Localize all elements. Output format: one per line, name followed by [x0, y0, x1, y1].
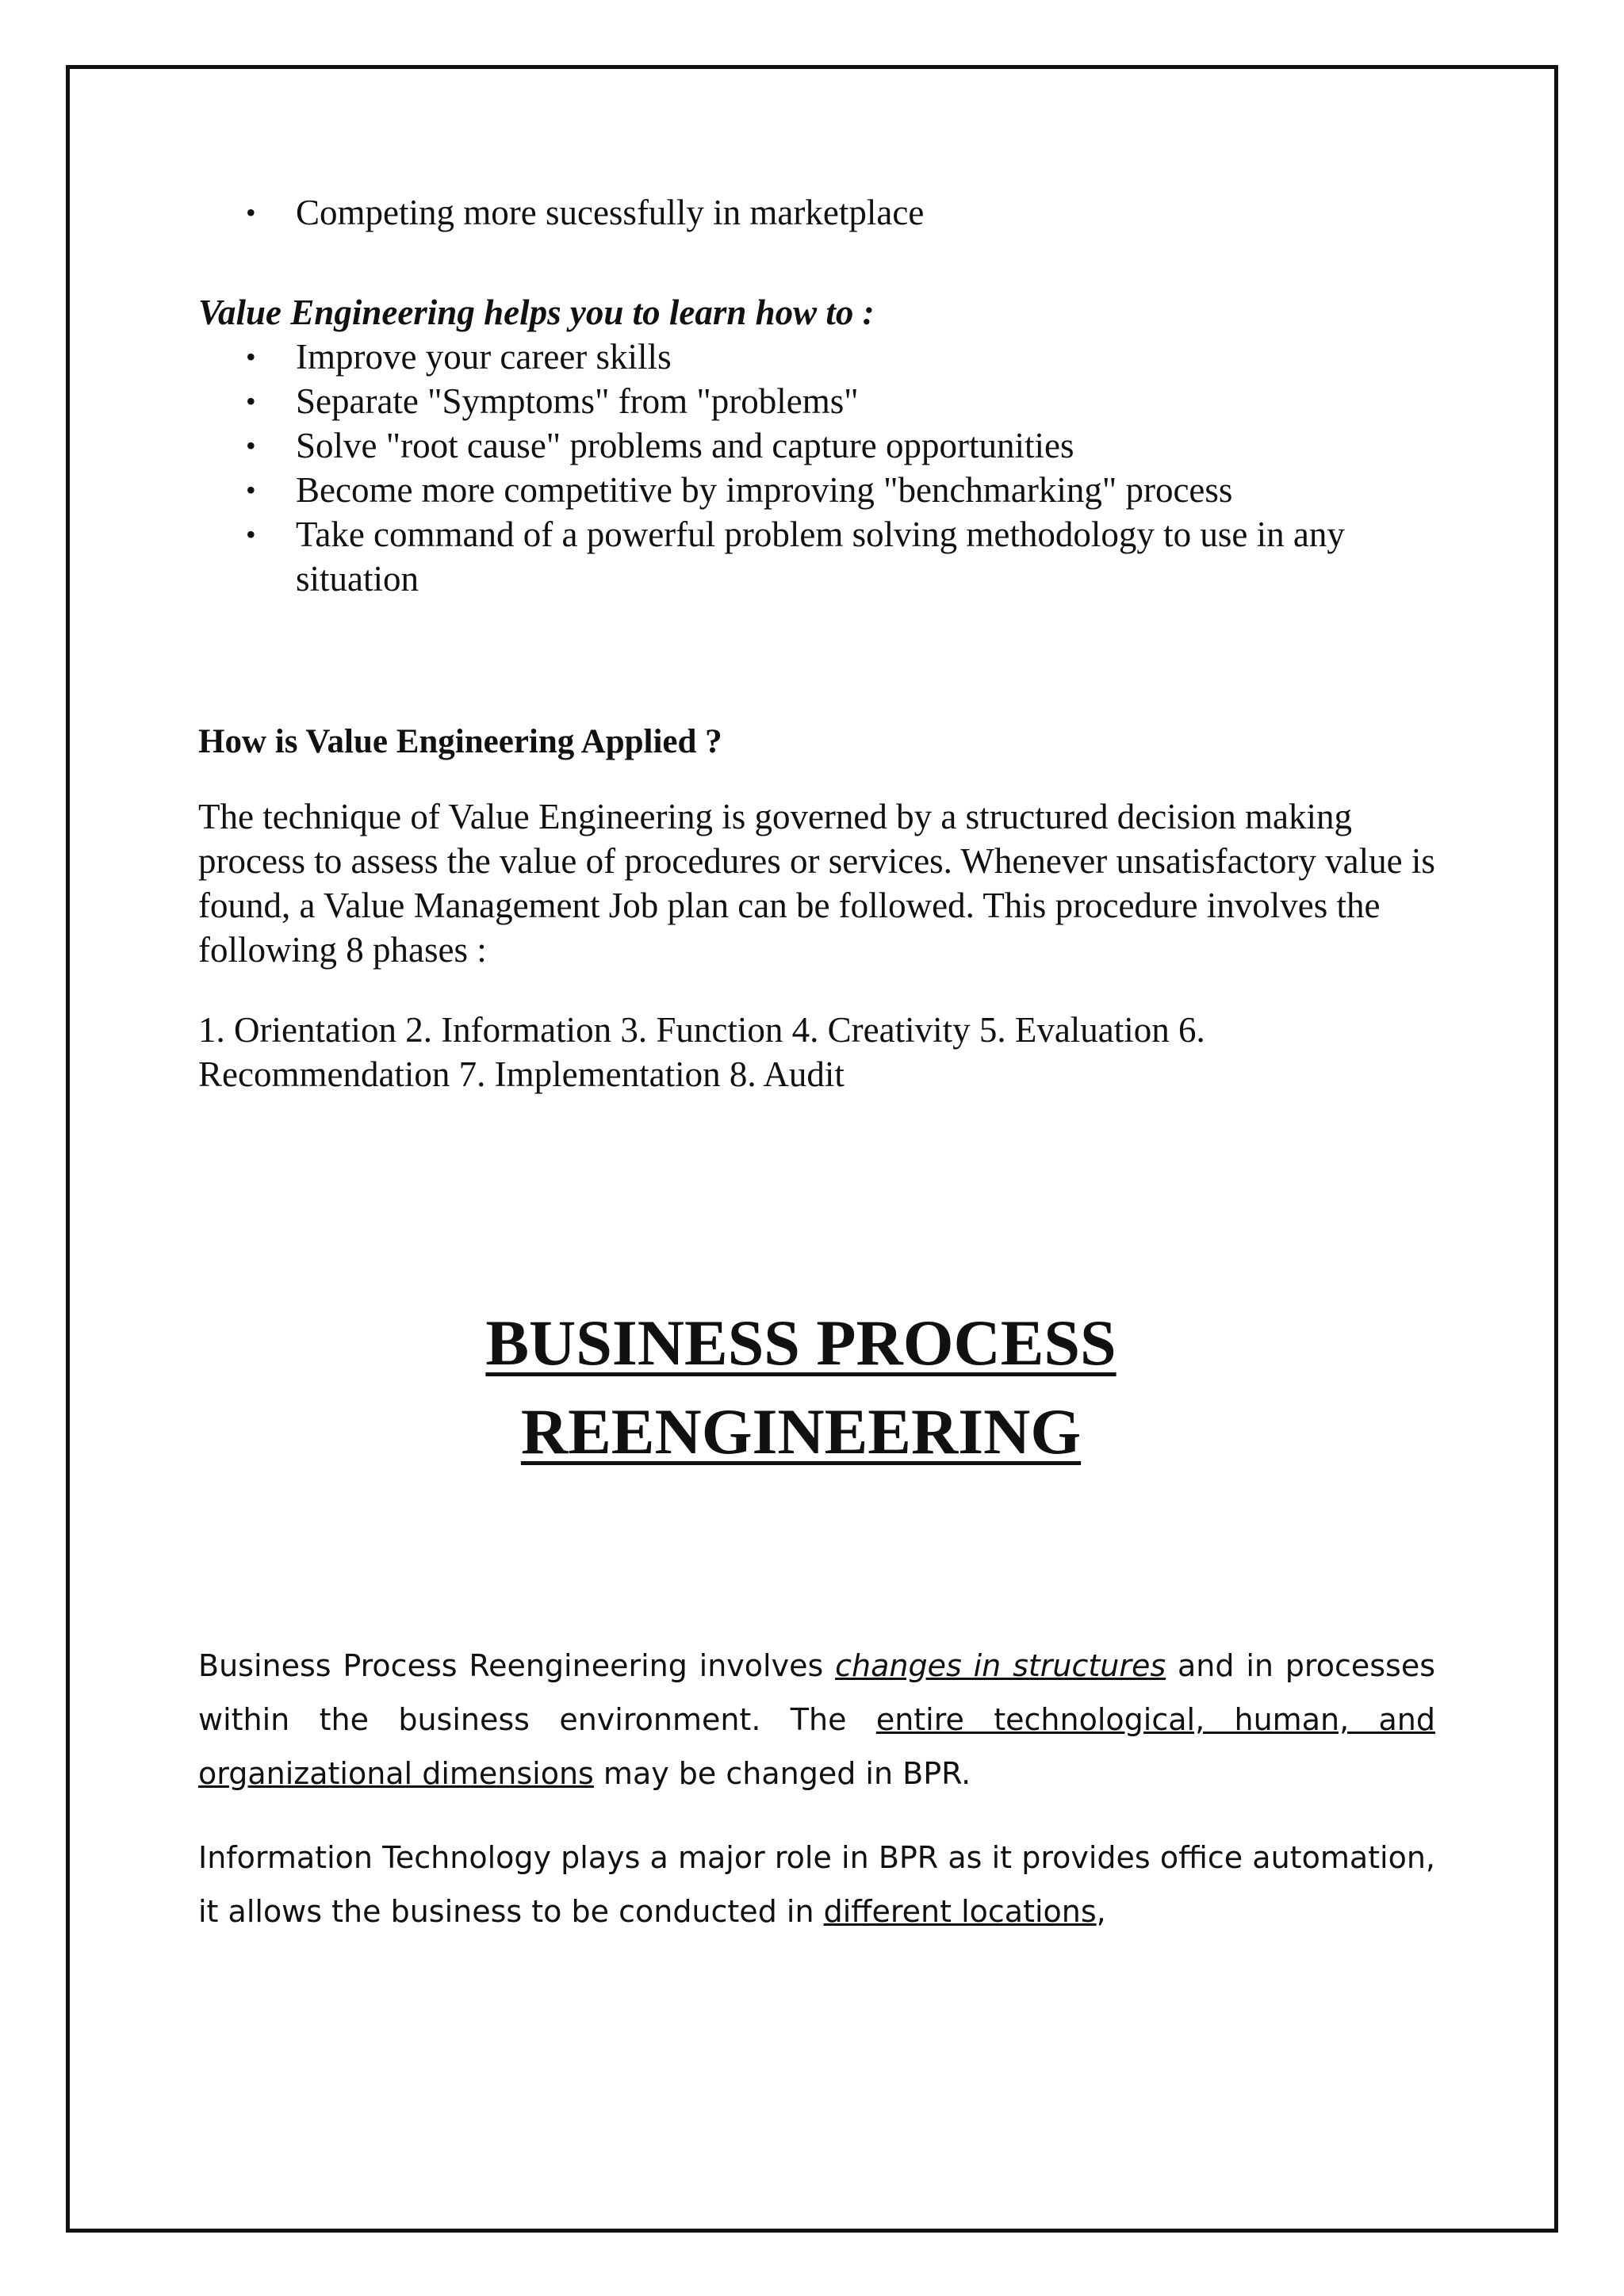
bpr-paragraph-1: [198, 1639, 1435, 1800]
list-item: • Take command of a powerful problem solving methodology to use in any situation: [198, 512, 1435, 601]
applied-paragraph: The technique of Value Engineering is governed by a structured decision making process to assess the value of procedures or services. Whenever unsatisfactory value is found, a Value Management Job plan can be followed. This procedure involves the following 8 phases :: [198, 797, 1435, 970]
applied-heading: How is Value Engineering Applied ?: [198, 723, 722, 760]
document-content: [198, 190, 1435, 1969]
emphasis-link: changes in structures: [835, 1648, 1166, 1683]
list-item: • Improve your career skills: [198, 335, 1435, 379]
value-engineering-subheading: Value Engineering helps you to learn how to :: [198, 293, 875, 332]
text-run: Business Process Reengineering involves: [198, 1648, 836, 1683]
list-item: • Separate "Symptoms" from "problems": [198, 379, 1435, 423]
top-bullet-list: [198, 190, 1435, 235]
title-line-1: BUSINESS PROCESS: [485, 1307, 1116, 1379]
title-line-2: REENGINEERING: [520, 1395, 1082, 1468]
bpr-paragraph-2: [198, 1831, 1435, 1938]
list-item: • Become more competitive by improving "benchmarking" process: [198, 468, 1435, 512]
phases-paragraph: 1. Orientation 2. Information 3. Function 4. Creativity 5. Evaluation 6. Recommendation 7. Implementation 8. Audit: [198, 1010, 1205, 1094]
page-title: [167, 1299, 1435, 1476]
text-run: Information Technology plays a major role in BPR as it provides office automation, it allows the business to be conducted in: [198, 1840, 1435, 1929]
skills-bullet-list: [198, 335, 1435, 601]
text-run: may be changed in BPR.: [593, 1756, 971, 1791]
underlined-phrase: entire technological, human, and organizational dimensions: [198, 1702, 1435, 1791]
text-run: and in processes within the business environment. The: [198, 1648, 1435, 1737]
list-item: • Competing more sucessfully in marketplace: [198, 190, 1435, 235]
underlined-phrase: different locations: [823, 1894, 1097, 1929]
text-run: ,: [1096, 1894, 1106, 1929]
list-item: • Solve "root cause" problems and capture opportunities: [198, 423, 1435, 468]
